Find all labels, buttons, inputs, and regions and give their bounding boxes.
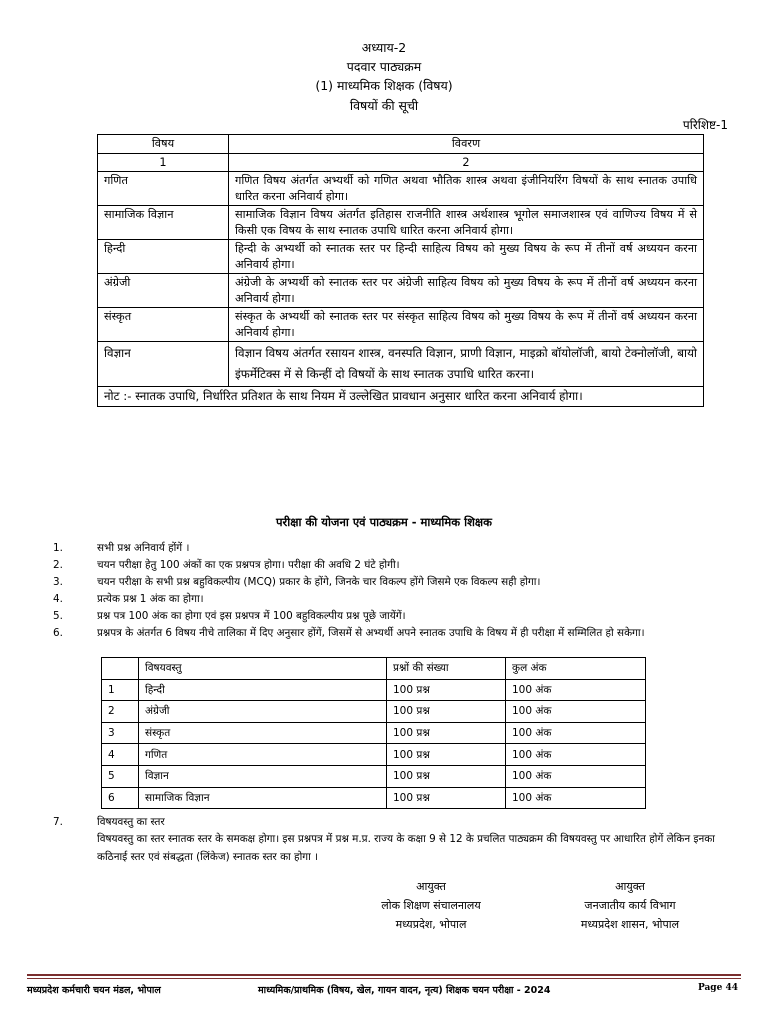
table-row [102, 765, 646, 787]
table-row [98, 240, 704, 274]
column-number-2: 2 [229, 153, 704, 172]
column-header-questions: प्रश्नों की संख्या [387, 658, 506, 680]
note-text: नोट :- स्नातक उपाधि, निर्धारित प्रतिशत के साथ नियम में उल्लेखित प्रावधान अनुसार धारित करना अनिवार्य होगा। [98, 387, 704, 407]
section-heading: पदवार पाठ्यक्रम [346, 59, 422, 74]
description-cell: सामाजिक विज्ञान विषय अंतर्गत इतिहास राजनीति शास्त्र अर्थशास्त्र भूगोल समाजशास्त्र एवं वाणिज्य विषय में से किसी एक विषय के साथ स्नातक उपाधि धारित करना अनिवार्य होगा। [229, 206, 704, 240]
row-number: 3 [102, 722, 139, 744]
table-row [102, 679, 646, 701]
exam-section-title: परीक्षा की योजना एवं पाठ्यक्रम - माध्यमिक शिक्षक [276, 515, 492, 529]
row-subject: सामाजिक विज्ञान [139, 787, 387, 809]
signature-title: आयुक्त [416, 880, 446, 893]
description-cell: विज्ञान विषय अंतर्गत रसायन शास्त्र, वनस्पति विज्ञान, प्राणी विज्ञान, माइक्रो बॉयोलॉजी, बायो टेक्नोलॉजी, बायो इंफर्मेटिक्स में से किन्हीं दो विषयों के साथ स्नातक उपाधि धारित करना। [229, 342, 704, 387]
table-row [102, 744, 646, 766]
column-header-marks: कुल अंक [506, 658, 646, 680]
item-text: सभी प्रश्न अनिवार्य होंगें । [97, 542, 190, 554]
column-header-content: विषयवस्तु [139, 658, 387, 680]
row-marks: 100 अंक [506, 722, 646, 744]
signature-block-tribal [545, 877, 715, 934]
description-cell: हिन्दी के अभ्यर्थी को स्नातक स्तर पर हिन्दी साहित्य विषय को मुख्य विषय के रूप में तीनों वर्ष अध्ययन करना अनिवार्य होगा। [229, 240, 704, 274]
subject-cell: सामाजिक विज्ञान [98, 206, 229, 240]
row-marks: 100 अंक [506, 701, 646, 723]
table-row [102, 701, 646, 723]
footer-organization: मध्यप्रदेश कर्मचारी चयन मंडल, भोपाल [27, 985, 161, 996]
table-row [102, 787, 646, 809]
item-text: चयन परीक्षा के सभी प्रश्न बहुविकल्पीय (MCQ) प्रकार के होंगे, जिनके चार विकल्प होंगे जिसमे एक विकल्प सही होगा। [97, 576, 541, 588]
signature-block-education [356, 877, 506, 934]
table-row [98, 308, 704, 342]
row-questions: 100 प्रश्न [387, 701, 506, 723]
column-header-number [102, 658, 139, 680]
item-number: 5. [53, 610, 63, 622]
row-questions: 100 प्रश्न [387, 765, 506, 787]
chapter-heading: अध्याय-2 [361, 40, 407, 55]
footer-rule [27, 974, 741, 976]
table-header-row [98, 135, 704, 154]
list-heading: विषयों की सूची [349, 98, 419, 113]
signature-office: लोक शिक्षण संचालनालय [381, 899, 481, 912]
row-number: 5 [102, 765, 139, 787]
subject-cell: गणित [98, 172, 229, 206]
table-number-row [98, 153, 704, 172]
row-subject: संस्कृत [139, 722, 387, 744]
item-text: चयन परीक्षा हेतु 100 अंकों का एक प्रश्नपत्र होगा। परीक्षा की अवधि 2 घंटे होगी। [97, 559, 400, 571]
subject-cell: हिन्दी [98, 240, 229, 274]
footer-rule-thin [27, 978, 741, 979]
row-number: 1 [102, 679, 139, 701]
footer-exam-title: माध्यमिक/प्राथमिक (विषय, खेल, गायन वादन, नृत्य) शिक्षक चयन परीक्षा - 2024 [258, 985, 551, 996]
exam-subject-table [101, 657, 646, 809]
signature-title: आयुक्त [615, 880, 645, 893]
table-row [102, 722, 646, 744]
description-cell: अंग्रेजी के अभ्यर्थी को स्नातक स्तर पर अंग्रेजी साहित्य विषय को मुख्य विषय के रूप में तीनों वर्ष अध्ययन करना अनिवार्य होगा। [229, 274, 704, 308]
table-row [98, 274, 704, 308]
item-text: प्रश्न पत्र 100 अंक का होगा एवं इस प्रश्नपत्र में 100 बहुविकल्पीय प्रश्न पूछे जायेंगें। [97, 610, 406, 622]
row-questions: 100 प्रश्न [387, 722, 506, 744]
signature-office: जनजातीय कार्य विभाग [584, 899, 676, 912]
row-marks: 100 अंक [506, 679, 646, 701]
item-heading: विषयवस्तु का स्तर [97, 816, 165, 828]
table-header-row [102, 658, 646, 680]
column-header-subject: विषय [98, 135, 229, 154]
row-marks: 100 अंक [506, 787, 646, 809]
table-row [98, 342, 704, 387]
item-number: 2. [53, 559, 63, 571]
subject-cell: विज्ञान [98, 342, 229, 387]
subject-cell: संस्कृत [98, 308, 229, 342]
row-subject: अंग्रेजी [139, 701, 387, 723]
row-questions: 100 प्रश्न [387, 679, 506, 701]
row-marks: 100 अंक [506, 765, 646, 787]
item-text: प्रश्नपत्र के अंतर्गत 6 विषय नीचे तालिका में दिए अनुसार होंगें, जिसमें से अभ्यर्थी अपने स्नातक उपाधि के विषय में ही परीक्षा में सम्मिलित हो सकेगा। [97, 627, 645, 639]
item-text: विषयवस्तु का स्तर स्नातक स्तर के समकक्ष होगा। इस प्रश्नपत्र में प्रश्न म.प्र. राज्य के कक्षा 9 से 12 के प्रचलित पाठ्यक्रम की विषयवस्तु पर आधारित होगें लेकिन इनका कठिनाई स्तर एवं संबद्धता (लिंकेज) स्नातक स्तर का होगा । [97, 833, 715, 863]
signature-place: मध्यप्रदेश शासन, भोपाल [580, 918, 680, 931]
row-questions: 100 प्रश्न [387, 744, 506, 766]
item-number: 7. [53, 816, 63, 828]
page-number: Page 44 [697, 983, 738, 993]
column-header-description: विवरण [229, 135, 704, 154]
item-number: 4. [53, 593, 63, 605]
row-number: 6 [102, 787, 139, 809]
row-subject: विज्ञान [139, 765, 387, 787]
item-text: प्रत्येक प्रश्न 1 अंक का होगा। [97, 593, 204, 605]
description-cell: संस्कृत के अभ्यर्थी को स्नातक स्तर पर संस्कृत साहित्य विषय को मुख्य विषय के रूप में तीनों वर्ष अध्ययन करना अनिवार्य होगा। [229, 308, 704, 342]
row-marks: 100 अंक [506, 744, 646, 766]
appendix-label: परिशिष्ट-1 [682, 118, 728, 132]
post-heading: (1) माध्यमिक शिक्षक (विषय) [315, 78, 453, 93]
row-number: 2 [102, 701, 139, 723]
table-row [98, 172, 704, 206]
row-subject: हिन्दी [139, 679, 387, 701]
item-number: 3. [53, 576, 63, 588]
subject-table [97, 134, 704, 407]
item-number: 1. [53, 542, 63, 554]
subject-cell: अंग्रेजी [98, 274, 229, 308]
signature-place: मध्यप्रदेश, भोपाल [395, 918, 467, 931]
note-row [98, 387, 704, 407]
item-number: 6. [53, 627, 63, 639]
table-row [98, 206, 704, 240]
row-questions: 100 प्रश्न [387, 787, 506, 809]
description-cell: गणित विषय अंतर्गत अभ्यर्थी को गणित अथवा भौतिक शास्त्र अथवा इंजीनियरिंग विषयों के साथ स्नातक उपाधि धारित करना अनिवार्य होगा। [229, 172, 704, 206]
row-subject: गणित [139, 744, 387, 766]
row-number: 4 [102, 744, 139, 766]
column-number-1: 1 [98, 153, 229, 172]
